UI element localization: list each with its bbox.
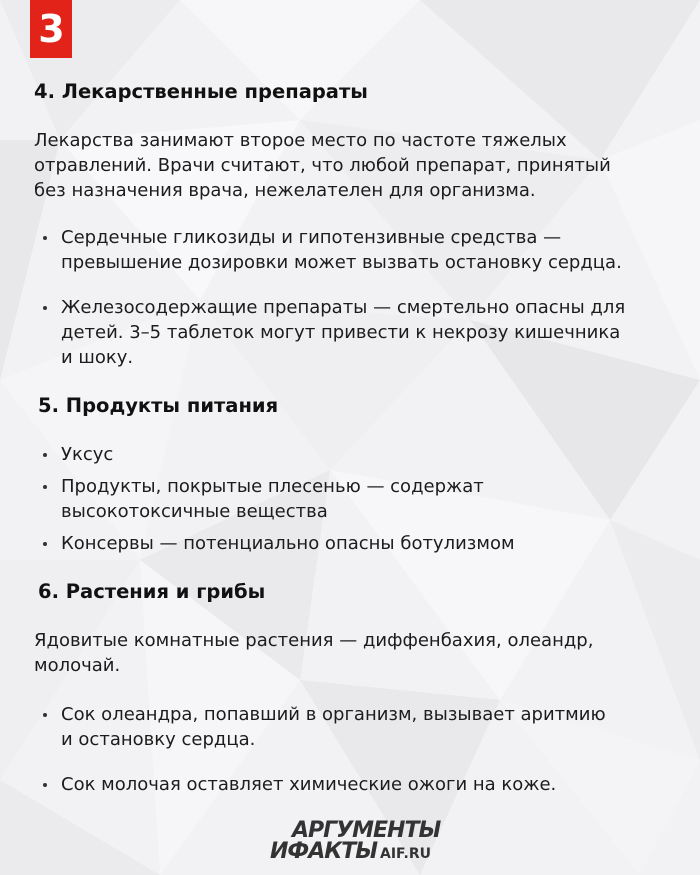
bullet-dot-icon <box>43 783 47 787</box>
list-item-line: и остановку сердца. <box>61 729 256 750</box>
section-6-intro <box>34 628 674 678</box>
list-item-text <box>61 442 681 467</box>
page-number-badge <box>30 0 72 58</box>
logo-line-1: АРГУМЕНТЫ <box>292 818 441 843</box>
list-item-line: Сок олеандра, попавший в организм, вызывает аритмию <box>61 704 606 725</box>
bullet-dot-icon <box>43 542 47 546</box>
list-item-line: высокотоксичные вещества <box>61 501 328 522</box>
page-number: 3 <box>38 7 64 51</box>
section-4-heading: 4. Лекарственные препараты <box>34 80 368 103</box>
list-item-text <box>61 295 681 370</box>
list-item-line: Консервы — потенциально опасны ботулизмом <box>61 533 515 554</box>
intro-line: молочай. <box>34 655 121 676</box>
list-item-line: детей. 3–5 таблеток могут привести к некрозу кишечника <box>61 322 621 343</box>
list-item-line: и шоку. <box>61 347 134 368</box>
bullet-dot-icon <box>43 236 47 240</box>
bullet-dot-icon <box>43 453 47 457</box>
intro-line: Лекарства занимают второе место по частоте тяжелых <box>34 130 567 151</box>
bullet-dot-icon <box>43 306 47 310</box>
list-item-text <box>61 474 681 524</box>
list-item-line: превышение дозировки может вызвать остановку сердца. <box>61 252 622 273</box>
bullet-dot-icon <box>43 485 47 489</box>
list-item-text <box>61 531 681 556</box>
list-item-line: Железосодержащие препараты — смертельно опасны для <box>61 297 626 318</box>
bullet-dot-icon <box>43 713 47 717</box>
list-item-line: Продукты, покрытые плесенью — содержат <box>61 476 484 497</box>
intro-line: отравлений. Врачи считают, что любой препарат, принятый <box>34 155 611 176</box>
section-4-intro <box>34 128 674 203</box>
section-6-heading: 6. Растения и грибы <box>38 580 266 603</box>
logo-line-2: ИФАКТЫ <box>270 839 378 864</box>
list-item-line: Уксус <box>61 444 114 465</box>
list-item-text <box>61 225 681 275</box>
list-item-line: Сок молочая оставляет химические ожоги на коже. <box>61 774 557 795</box>
section-5-heading: 5. Продукты питания <box>38 394 279 417</box>
list-item-line: Сердечные гликозиды и гипотензивные средства — <box>61 227 562 248</box>
list-item-text <box>61 772 681 797</box>
logo-site: AIF.RU <box>380 846 432 862</box>
aif-logo <box>270 820 450 866</box>
intro-line: Ядовитые комнатные растения — диффенбахия, олеандр, <box>34 630 594 651</box>
intro-line: без назначения врача, нежелателен для организма. <box>34 180 536 201</box>
list-item-text <box>61 702 681 752</box>
